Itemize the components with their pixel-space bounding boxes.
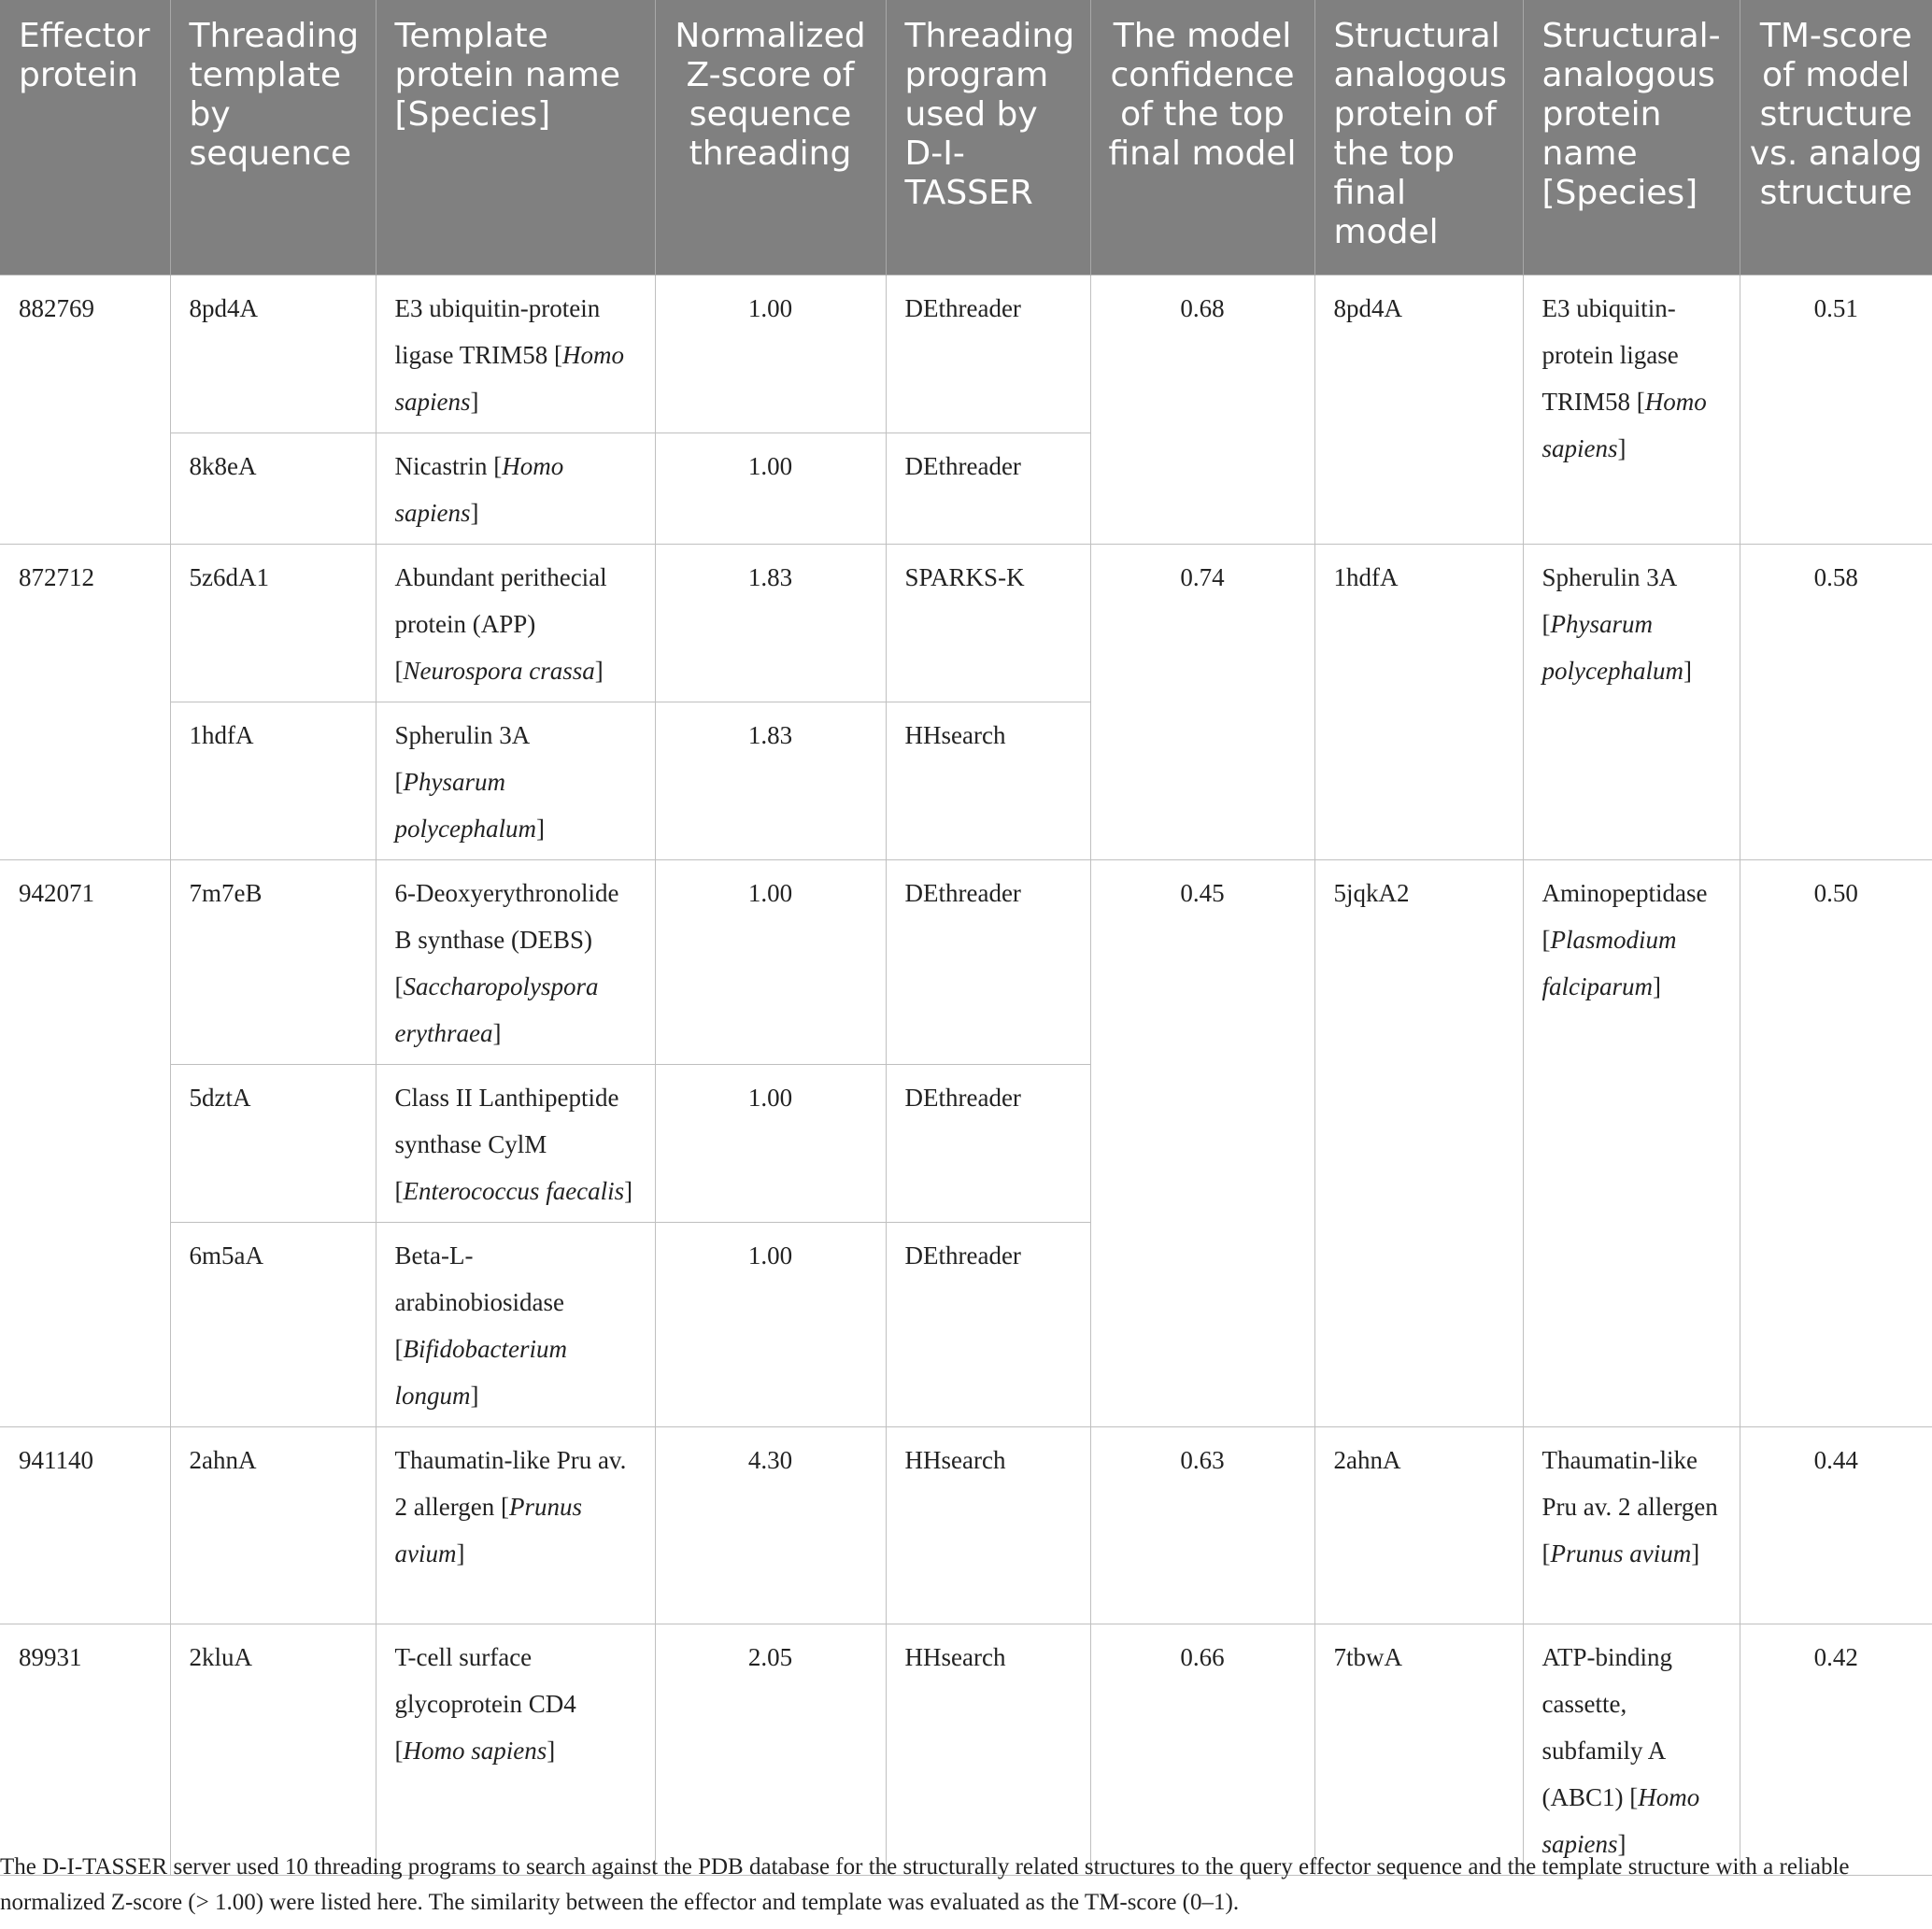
analog-name: Spherulin 3A [Physarum polycephalum] [1523, 544, 1740, 859]
effector-id: 942071 [0, 859, 170, 1426]
template-name: E3 ubiquitin-protein ligase TRIM58 [Homo sapiens] [376, 275, 655, 433]
template-id: 5dztA [170, 1064, 376, 1222]
z-score: 1.00 [655, 433, 886, 544]
threading-program: HHsearch [886, 1624, 1090, 1875]
tm-score: 0.51 [1740, 275, 1932, 544]
z-score: 1.83 [655, 544, 886, 702]
analog-id: 7tbwA [1314, 1624, 1523, 1875]
template-name: Thaumatin-like Pru av. 2 allergen [Prunus avium] [376, 1426, 655, 1624]
template-name: Spherulin 3A [Physarum polycephalum] [376, 702, 655, 859]
z-score: 1.00 [655, 859, 886, 1064]
table-row [0, 544, 1932, 702]
template-id: 2kluA [170, 1624, 376, 1875]
threading-program: HHsearch [886, 1426, 1090, 1624]
threading-program: DEthreader [886, 1064, 1090, 1222]
header-effector-protein: Effector protein [0, 0, 170, 275]
header-threading-program: Threading program used by D-I-TASSER [886, 0, 1090, 275]
template-id: 8pd4A [170, 275, 376, 433]
tm-score: 0.58 [1740, 544, 1932, 859]
analog-name: E3 ubiquitin-protein ligase TRIM58 [Homo sapiens] [1523, 275, 1740, 544]
template-name: Abundant perithecial protein (APP) [Neurospora crassa] [376, 544, 655, 702]
table-row [0, 1624, 1932, 1875]
model-confidence: 0.66 [1090, 1624, 1314, 1875]
analog-name: ATP-binding cassette, subfamily A (ABC1) [Homo sapiens] [1523, 1624, 1740, 1875]
threading-program: SPARKS-K [886, 544, 1090, 702]
template-id: 6m5aA [170, 1222, 376, 1426]
header-model-confidence: The model confidence of the top final model [1090, 0, 1314, 275]
table-row [0, 275, 1932, 433]
template-name: Class II Lanthipeptide synthase CylM [Enterococcus faecalis] [376, 1064, 655, 1222]
threading-program: DEthreader [886, 859, 1090, 1064]
tm-score: 0.50 [1740, 859, 1932, 1426]
template-id: 1hdfA [170, 702, 376, 859]
template-name: Nicastrin [Homo sapiens] [376, 433, 655, 544]
analog-name: Thaumatin-like Pru av. 2 allergen [Prunus avium] [1523, 1426, 1740, 1624]
effector-id: 872712 [0, 544, 170, 859]
header-analog-name: Structural-analogous protein name [Species] [1523, 0, 1740, 275]
analog-id: 2ahnA [1314, 1426, 1523, 1624]
template-name: 6-Deoxyerythronolide B synthase (DEBS) [Saccharopolyspora erythraea] [376, 859, 655, 1064]
template-id: 5z6dA1 [170, 544, 376, 702]
template-name: Beta-L-arabinobiosidase [Bifidobacterium longum] [376, 1222, 655, 1426]
effector-id: 882769 [0, 275, 170, 544]
table-row [0, 1426, 1932, 1624]
model-confidence: 0.68 [1090, 275, 1314, 544]
threading-program: DEthreader [886, 275, 1090, 433]
model-confidence: 0.45 [1090, 859, 1314, 1426]
z-score: 4.30 [655, 1426, 886, 1624]
z-score: 1.00 [655, 1064, 886, 1222]
table-row [0, 859, 1932, 1064]
z-score: 1.83 [655, 702, 886, 859]
template-id: 8k8eA [170, 433, 376, 544]
tm-score: 0.42 [1740, 1624, 1932, 1875]
effector-id: 941140 [0, 1426, 170, 1624]
threading-program: DEthreader [886, 433, 1090, 544]
header-threading-template: Threading template by sequence [170, 0, 376, 275]
tm-score: 0.44 [1740, 1426, 1932, 1624]
threading-program: HHsearch [886, 702, 1090, 859]
analog-id: 5jqkA2 [1314, 859, 1523, 1426]
header-template-name: Template protein name [Species] [376, 0, 655, 275]
effector-id: 89931 [0, 1624, 170, 1875]
model-confidence: 0.63 [1090, 1426, 1314, 1624]
z-score: 2.05 [655, 1624, 886, 1875]
analog-id: 1hdfA [1314, 544, 1523, 859]
table-footnote: The D-I-TASSER server used 10 threading programs to search against the PDB database for the structurally related structures to the query effector sequence and the template structure with a reliable normalized Z-score (> 1.00) were listed here. The similarity between the effector and template was evaluated as the TM-score (0–1). [0, 1854, 1850, 1915]
header-row [0, 0, 1932, 275]
threading-program: DEthreader [886, 1222, 1090, 1426]
template-id: 2ahnA [170, 1426, 376, 1624]
z-score: 1.00 [655, 1222, 886, 1426]
model-confidence: 0.74 [1090, 544, 1314, 859]
analog-id: 8pd4A [1314, 275, 1523, 544]
template-id: 7m7eB [170, 859, 376, 1064]
z-score: 1.00 [655, 275, 886, 433]
header-z-score: Normalized Z-score of sequence threading [655, 0, 886, 275]
header-structural-analog: Structural analogous protein of the top final model [1314, 0, 1523, 275]
template-name: T-cell surface glycoprotein CD4 [Homo sapiens] [376, 1624, 655, 1875]
header-tm-score: TM-score of model structure vs. analog structure [1740, 0, 1932, 275]
analog-name: Aminopeptidase [Plasmodium falciparum] [1523, 859, 1740, 1426]
